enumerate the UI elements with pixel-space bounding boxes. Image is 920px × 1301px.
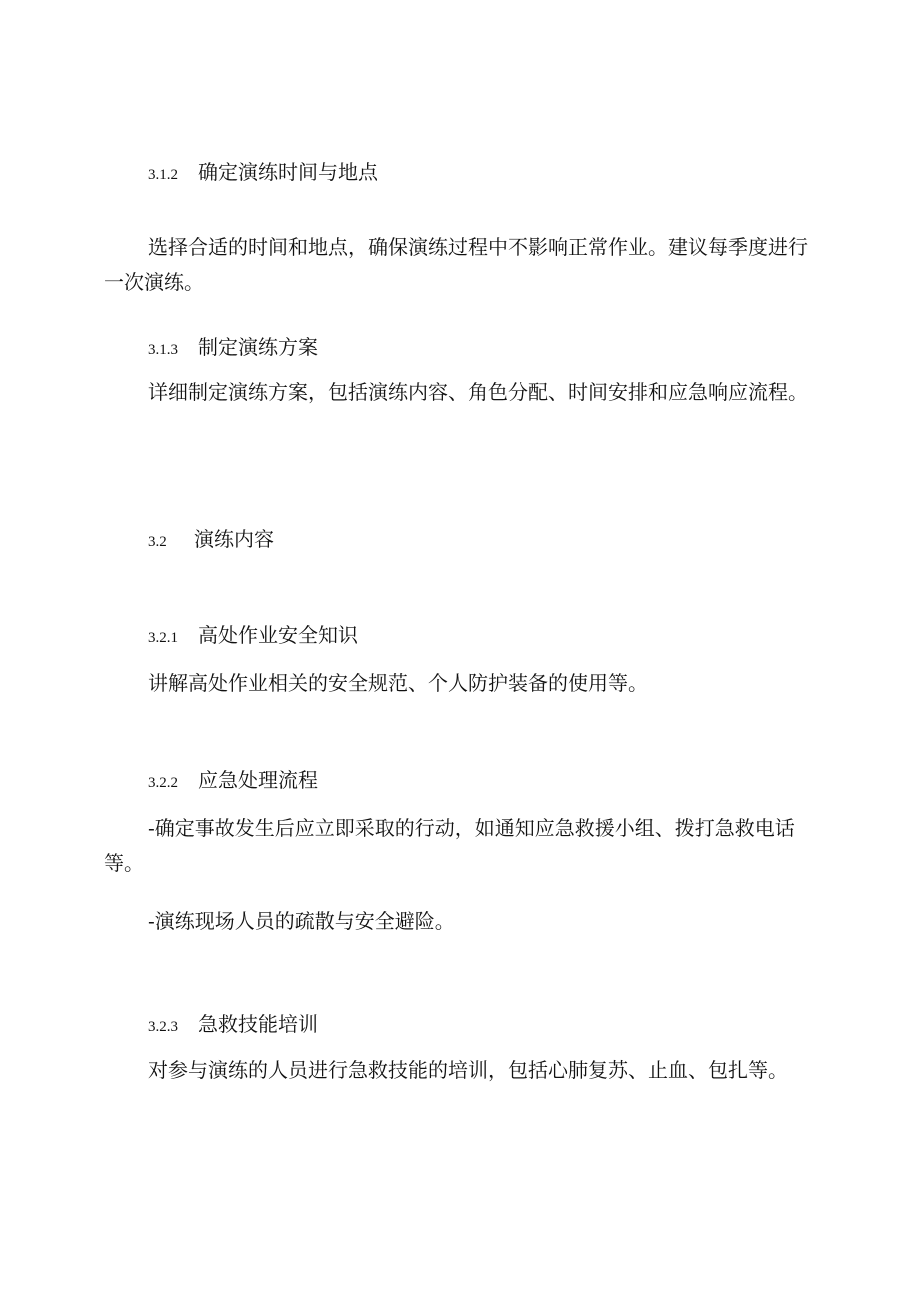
section-number: 3.2.3 — [148, 1019, 178, 1035]
section-heading-3-2-3 — [148, 1012, 318, 1039]
paragraph-evacuation: -演练现场人员的疏散与安全避险。 — [148, 909, 455, 933]
paragraph-safety-knowledge: 讲解高处作业相关的安全规范、个人防护装备的使用等。 — [148, 671, 648, 695]
section-number: 3.2 — [148, 534, 167, 550]
paragraph-time-location: 选择合适的时间和地点，确保演练过程中不影响正常作业。建议每季度进行一次演练。 — [104, 235, 808, 294]
section-number: 3.2.2 — [148, 775, 178, 791]
section-heading-3-2 — [148, 527, 274, 554]
section-title: 制定演练方案 — [198, 335, 318, 359]
section-title: 应急处理流程 — [198, 768, 318, 792]
section-heading-3-2-1 — [148, 623, 358, 650]
section-heading-3-1-3 — [148, 335, 318, 362]
section-title: 演练内容 — [194, 527, 274, 551]
section-number: 3.2.1 — [148, 630, 178, 646]
section-heading-3-1-2 — [148, 160, 378, 187]
paragraph-drill-plan: 详细制定演练方案，包括演练内容、角色分配、时间安排和应急响应流程。 — [148, 380, 808, 404]
section-number: 3.1.2 — [148, 167, 178, 183]
paragraph-emergency-actions: -确定事故发生后应立即采取的行动，如通知应急救援小组、拨打急救电话等。 — [104, 816, 795, 875]
section-title: 确定演练时间与地点 — [198, 160, 378, 184]
section-title: 急救技能培训 — [198, 1012, 318, 1036]
paragraph-first-aid-training: 对参与演练的人员进行急救技能的培训，包括心肺复苏、止血、包扎等。 — [148, 1058, 788, 1082]
section-number: 3.1.3 — [148, 342, 178, 358]
section-title: 高处作业安全知识 — [198, 623, 358, 647]
section-heading-3-2-2 — [148, 768, 318, 795]
